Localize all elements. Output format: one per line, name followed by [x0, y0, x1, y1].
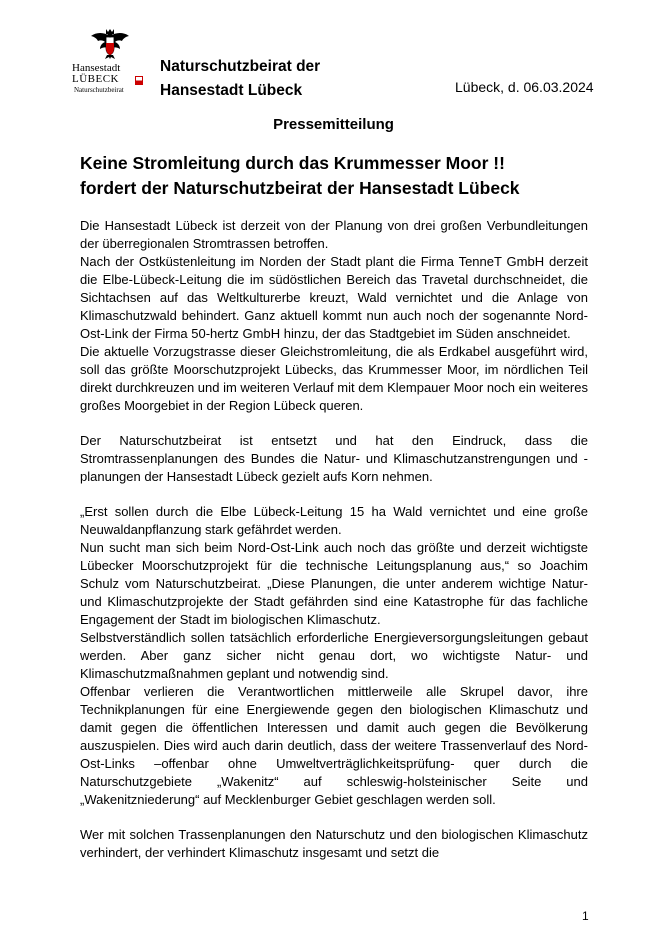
paragraph: Die aktuelle Vorzugstrasse dieser Gleichstromleitung, die als Erdkabel ausgeführt wird, soll das größte Moorschutzprojekt Lübecks, das Krummesser Moor, im nördlichen Teil direkt durchkreuzen und im weiteren Verlauf mit dem Klempauer Moor noch ein weiteres großes Moorgebiet in der Region Lübeck queren. [80, 344, 588, 413]
luebeck-flag-icon [135, 76, 143, 85]
paragraph: Selbstverständlich sollen tatsächlich erforderliche Energieversorgungsleitungen gebaut werden. Aber ganz sicher nicht genau dort, wo wichtigste Natur- und Klimaschutzmaßnahmen geplant und notwendig sind. [80, 630, 588, 681]
logo-text-hansestadt: Hansestadt [72, 62, 121, 74]
logo-text-luebeck: LÜBECK [72, 73, 119, 85]
body-text [80, 217, 588, 862]
organization-name [160, 55, 320, 103]
paragraph: Die Hansestadt Lübeck ist derzeit von der Planung von drei großen Verbundleitungen der überregionalen Stromtrassen betroffen. [80, 218, 588, 251]
headline-line-2: fordert der Naturschutzbeirat der Hansestadt Lübeck [80, 178, 520, 198]
paragraph: Nun sucht man sich beim Nord-Ost-Link auch noch das größte und derzeit wichtigste Lübecker Moorschutzprojekt für die technische Leitungsplanung aus,“ so Joachim Schulz vom Naturschutzbeirat. „Diese Planungen, die unter anderem wichtige Natur- und Klimaschutzprojekte der Stadt gefährden sind eine Katastrophe für das fachliche Engagement der Stadt im biologischen Klimaschutz. [80, 540, 588, 627]
hansestadt-luebeck-logo [68, 28, 150, 100]
paragraph: Nach der Ostküstenleitung im Norden der Stadt plant die Firma TenneT GmbH derzeit die Elbe-Lübeck-Leitung die im südöstlichen Bereich das Travetal durchschneidet, die Sichtachsen auf das Weltkulturerbe kreuzt, Wald vernichtet und die Anlage von Klimaschutzwald behindert. Ganz aktuell kommt nun auch noch der sogenannte Nord-Ost-Link der Firma 50-hertz GmbH hinzu, der das Stadtgebiet im Süden anschneidet. [80, 254, 588, 341]
org-line-1: Naturschutzbeirat der [160, 58, 321, 75]
document-date: Lübeck, d. 06.03.2024 [455, 79, 594, 95]
headline [80, 151, 520, 201]
paragraph: „Erst sollen durch die Elbe Lübeck-Leitung 15 ha Wald vernichtet und eine große Neuwaldanpflanzung stark gefährdet werden. [80, 504, 588, 537]
org-line-2: Hansestadt Lübeck [160, 82, 303, 99]
paragraph: Der Naturschutzbeirat ist entsetzt und hat den Eindruck, dass die Stromtrassenplanungen des Bundes die Natur- und Klimaschutzanstrengungen und -planungen der Hansestadt Lübeck gezielt aufs Korn nehmen. [80, 433, 588, 484]
headline-line-1: Keine Stromleitung durch das Krummesser Moor !! [80, 153, 505, 173]
logo-text-naturschutzbeirat: Naturschutzbeirat [74, 86, 124, 94]
page-number: 1 [582, 909, 589, 923]
paragraph: Wer mit solchen Trassenplanungen den Naturschutz und den biologischen Klimaschutz verhindert, der verhindert Klimaschutz insgesamt und setzt die [80, 827, 588, 860]
section-title: Pressemitteilung [273, 116, 394, 133]
eagle-coat-of-arms-icon [90, 28, 130, 60]
paragraph: Offenbar verlieren die Verantwortlichen mittlerweile alle Skrupel davor, ihre Technikplanungen für eine Energiewende gegen den biologischen Klimaschutz und damit gegen die öffentlichen Interessen und damit auch gegen die Bevölkerung auszuspielen. Dies wird auch darin deutlich, dass der weitere Trassenverlauf des Nord-Ost-Links –offenbar ohne Umweltverträglichkeitsprüfung- quer durch die Naturschutzgebiete „Wakenitz“ auf schleswig-holsteinischer Seite und „Wakenitzniederung“ auf Mecklenburger Gebiet geschlagen werden soll. [80, 684, 588, 807]
